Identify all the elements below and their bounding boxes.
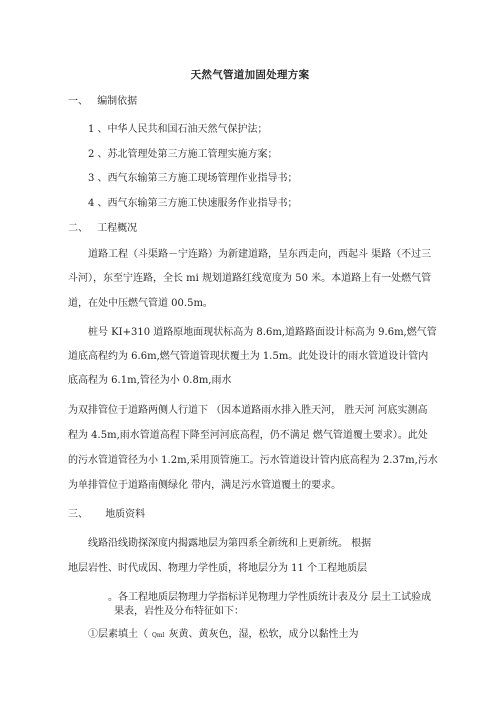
design-paragraph-line: 道底高程约为 6.6m,燃气管道管现状覆土为 1.5m。此处设计的雨水管道设计管内 — [68, 351, 429, 362]
section-title: 编制依据 — [97, 96, 138, 107]
layer-label: ①层素填土（ — [88, 629, 148, 640]
section-heading-basis — [68, 95, 137, 109]
design-paragraph-line: 程为 4.5m,雨水管道高程下降至河河底高程，仍不满足 燃气管道覆土要求）。此处 — [68, 430, 428, 441]
basis-item-3: 3 、西气东输第三方施工现场管理作业指导书； — [88, 173, 298, 184]
section-heading-overview — [68, 222, 137, 236]
design-paragraph-line: 为单排管位于道路南侧绿化 带内，满足污水管道覆土的要求。 — [68, 480, 342, 491]
layer-text: 灰黄、黄灰色，湿，松软，成分以黏性土为 — [168, 629, 359, 640]
design-paragraph-line: 的污水管道管径为小 1.2m,采用顶管施工。污水管道设计管内底高程为 2.37m,污水 — [68, 455, 438, 466]
section-number: 一、 — [68, 96, 88, 107]
design-paragraph-line: 底高程为 6.1m,管径为小 0.8m,雨水 — [68, 375, 232, 386]
basis-item-4: 4 、西气东输第三方施工快速服务作业指导书； — [88, 198, 298, 209]
geology-paragraph-line: 地层岩性、时代成因、物理力学性质，将地层分为 11 个工程地质层 — [68, 563, 368, 574]
section-title: 地质资料 — [105, 509, 146, 520]
section-heading-geology — [68, 508, 145, 522]
document-title: 天然气管道加固处理方案 — [190, 69, 310, 81]
geology-note-line: 。各工程地质层物理力学指标详见物理力学性质统计表及分 层土工试验成 — [108, 592, 432, 603]
section-number: 二、 — [68, 223, 88, 234]
basis-item-1: 1 、中华人民共和国石油天然气保护法； — [88, 124, 268, 135]
layer-subscript: Qml — [152, 632, 165, 639]
section-title: 工程概况 — [97, 223, 138, 234]
section-number: 三、 — [68, 509, 88, 520]
design-paragraph-line: 为双排管位于道路两侧人行道下 （因本道路雨水排入胜天河， 胜天河 河底实测高 — [68, 405, 428, 416]
overview-paragraph-line: 道，在处中压燃气管道 00.5m。 — [68, 298, 213, 309]
design-paragraph-line: 桩号 KI+310 道路原地面现状标高为 8.6m,道路路面设计标高为 9.6m,燃气管 — [88, 327, 437, 338]
layer-description-line — [88, 628, 359, 643]
geology-note-line: 果表，岩性及分布特征如下： — [114, 606, 244, 617]
geology-paragraph-line: 线路沿线勘探深度内揭露地层为第四系全新统和上更新统。 根据 — [88, 538, 372, 549]
basis-item-2: 2 、苏北管理处第三方施工管理实施方案； — [88, 149, 278, 160]
overview-paragraph-line: 道路工程（斗渠路－宁连路）为新建道路，呈东西走向，西起斗 渠路（不过三 — [88, 249, 432, 260]
overview-paragraph-line: 斗河），东至宁连路，全长 mi 规划道路红线宽度为 50 米。本道路上有一处燃气管 — [68, 273, 432, 284]
